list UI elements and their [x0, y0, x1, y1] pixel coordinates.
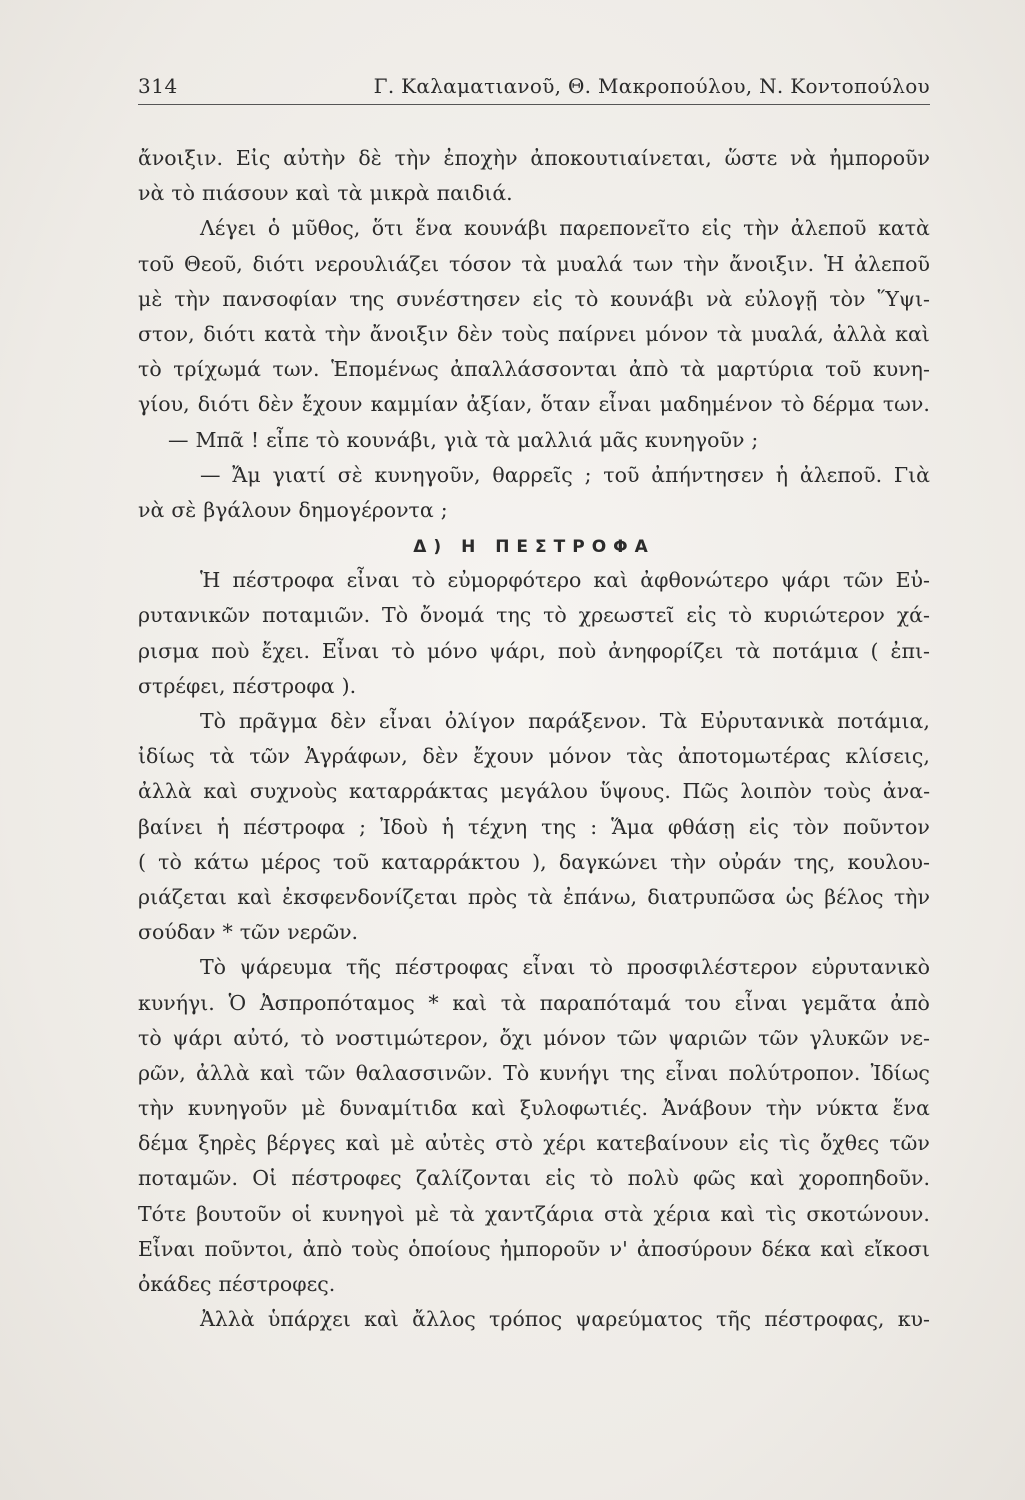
text-line: Τότε βουτοῦν οἱ κυνηγοὶ μὲ τὰ χαντζάρια στὰ χέρια καὶ τὶς σκοτώνουν.	[138, 1201, 930, 1226]
text-line: ἄνοιξιν. Εἰς αὐτὴν δὲ τὴν ἐποχὴν ἀποκουτιαίνεται, ὥστε νὰ ἠμποροῦν	[138, 146, 930, 170]
text-line: γίου, διότι δὲν ἔχουν καμμίαν ἀξίαν, ὅταν εἶναι μαδημένον τὸ δέρμα των.	[138, 392, 930, 417]
text-line: Ἀλλὰ ὑπάρχει καὶ ἄλλος τρόπος ψαρεύματος τῆς πέστροφας, κυ-	[200, 1307, 930, 1332]
text-line: τὸ τρίχωμά των. Ἑπομένως ἀπαλλάσσονται ἀπὸ τὰ μαρτύρια τοῦ κυνη-	[138, 357, 930, 382]
text-line: — Μπᾶ ! εἶπε τὸ κουνάβι, γιὰ τὰ μαλλιά μᾶς κυνηγοῦν ;	[168, 427, 759, 452]
text-line: ( τὸ κάτω μέρος τοῦ καταρράκτου ), δαγκώνει τὴν οὐράν της, κουλου-	[138, 849, 930, 874]
text-line: ρῶν, ἀλλὰ καὶ τῶν θαλασσινῶν. Τὸ κυνήγι της εἶναι πολύτροπον. Ἰδίως	[138, 1060, 930, 1085]
text-line: — Ἄμ γιατί σὲ κυνηγοῦν, θαρρεῖς ; τοῦ ἀπήντησεν ἡ ἀλεποῦ. Γιὰ	[200, 462, 930, 487]
section-heading: Δ) Η ΠΕΣΤΡΟΦΑ	[413, 537, 655, 558]
text-line: μὲ τὴν πανσοφίαν της συνέστησεν εἰς τὸ κουνάβι νὰ εὐλογῇ τὸν Ὕψι-	[138, 286, 930, 311]
text-line: τὴν κυνηγοῦν μὲ δυναμίτιδα καὶ ξυλοφωτιές. Ἀνάβουν τὴν νύκτα ἕνα	[138, 1096, 930, 1121]
text-line: Λέγει ὁ μῦθος, ὅτι ἕνα κουνάβι παρεπονεῖτο εἰς τὴν ἀλεποῦ κατὰ	[200, 216, 930, 241]
paragraphs-before-heading	[138, 141, 930, 528]
text-line: νὰ τὸ πιάσουν καὶ τὰ μικρὰ παιδιά.	[138, 181, 513, 206]
page-number: 314	[138, 74, 178, 98]
text-line: ὀκάδες πέστροφες.	[138, 1272, 336, 1296]
page-header	[138, 70, 930, 105]
running-head: Γ. Καλαματιανοῦ, Θ. Μακροπούλου, Ν. Κοντοπούλου	[373, 74, 930, 98]
text-line: ρυτανικῶν ποταμιῶν. Τὸ ὄνομά της τὸ χρεωστεῖ εἰς τὸ κυριώτερον χά-	[138, 603, 930, 628]
text-line: ρισμα ποὺ ἔχει. Εἶναι τὸ μόνο ψάρι, ποὺ ἀνηφορίζει τὰ ποτάμια ( ἐπι-	[138, 638, 930, 663]
text-line: δέμα ξηρὲς βέργες καὶ μὲ αὐτὲς στὸ χέρι κατεβαίνουν εἰς τὶς ὄχθες τῶν	[138, 1131, 930, 1156]
text-line: ριάζεται καὶ ἐκσφενδονίζεται πρὸς τὰ ἐπάνω, διατρυπῶσα ὡς βέλος τὴν	[138, 884, 930, 909]
text-line: Εἶναι ποῦντοι, ἀπὸ τοὺς ὁποίους ἠμποροῦν ν' ἀποσύρουν δέκα καὶ εἴκοσι	[138, 1236, 930, 1261]
text-line: Τὸ ψάρευμα τῆς πέστροφας εἶναι τὸ προσφιλέστερον εὐρυτανικὸ	[200, 955, 930, 980]
text-line: Τὸ πρᾶγμα δὲν εἶναι ὀλίγον παράξενον. Τὰ Εὐρυτανικὰ ποτάμια,	[200, 709, 930, 733]
text-line: ποταμῶν. Οἱ πέστροφες ζαλίζονται εἰς τὸ πολὺ φῶς καὶ χοροπηδοῦν.	[138, 1166, 930, 1191]
text-line: ἀλλὰ καὶ συχνοὺς καταρράκτας μεγάλου ὕψους. Πῶς λοιπὸν τοὺς ἀνα-	[138, 779, 930, 804]
text-line: βαίνει ἡ πέστροφα ; Ἰδοὺ ἡ τέχνη της : Ἅμα φθάσῃ εἰς τὸν ποῦντον	[138, 814, 930, 839]
text-line: στον, διότι κατὰ τὴν ἄνοιξιν δὲν τοὺς παίρνει μόνον τὰ μυαλά, ἀλλὰ καὶ	[138, 321, 930, 346]
text-line: στρέφει, πέστροφα ).	[138, 673, 357, 698]
body-text	[138, 141, 930, 1337]
paragraphs-after-heading	[138, 563, 930, 1337]
text-line: Ἡ πέστροφα εἶναι τὸ εὐμορφότερο καὶ ἀφθονώτερο ψάρι τῶν Εὐ-	[200, 568, 930, 593]
text-line: σούδαν * τῶν νερῶν.	[138, 920, 359, 945]
text-line: νὰ σὲ βγάλουν δημογέροντα ;	[138, 497, 448, 522]
text-line: ἰδίως τὰ τῶν Ἀγράφων, δὲν ἔχουν μόνον τὰς ἀποτομωτέρας κλίσεις,	[138, 744, 930, 769]
text-line: τὸ ψάρι αὐτό, τὸ νοστιμώτερον, ὄχι μόνον τῶν ψαριῶν τῶν γλυκῶν νε-	[138, 1025, 930, 1050]
text-line: τοῦ Θεοῦ, διότι νερουλιάζει τόσον τὰ μυαλά των τὴν ἄνοιξιν. Ἡ ἀλεποῦ	[138, 251, 930, 276]
text-line: κυνήγι. Ὁ Ἀσπροπόταμος * καὶ τὰ παραπόταμά του εἶναι γεμᾶτα ἀπὸ	[138, 990, 930, 1015]
